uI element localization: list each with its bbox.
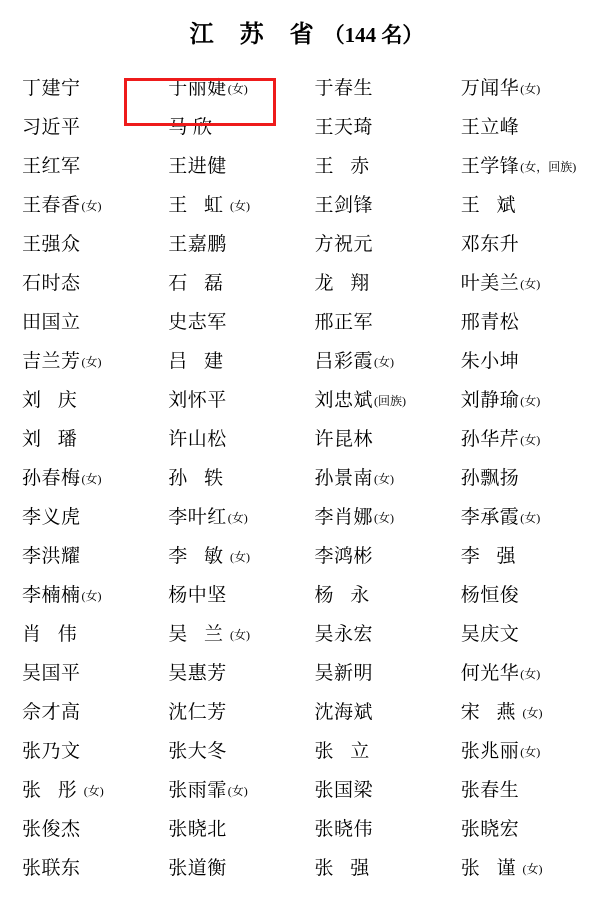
name-cell xyxy=(453,652,599,691)
name-cell xyxy=(453,808,599,847)
delegate-name: 王嘉鹏 xyxy=(168,234,227,255)
delegate-name: 丁建宁 xyxy=(22,78,81,99)
name-cell xyxy=(307,301,453,340)
name-cell xyxy=(160,496,306,535)
delegate-note: (女) xyxy=(520,82,541,96)
delegate-name: 张俊杰 xyxy=(22,819,81,840)
delegate-note: (女) xyxy=(83,784,104,798)
name-cell xyxy=(160,691,306,730)
name-cell xyxy=(160,418,306,457)
delegate-name: 许昆林 xyxy=(314,429,374,450)
delegate-note: (女) xyxy=(81,199,102,213)
delegate-name: 李 敏 xyxy=(168,546,230,567)
name-cell xyxy=(160,223,306,262)
delegate-name: 吕彩霞 xyxy=(314,351,374,372)
delegate-name: 李肖娜 xyxy=(314,507,374,528)
name-cell xyxy=(453,613,599,652)
delegate-name: 张联东 xyxy=(22,858,81,879)
delegate-note: (女) xyxy=(81,589,102,603)
name-cell xyxy=(160,301,306,340)
delegate-name: 吴新明 xyxy=(314,663,374,684)
name-cell xyxy=(160,379,306,418)
delegate-note: (女，回族) xyxy=(520,160,577,174)
name-cell xyxy=(453,691,599,730)
delegate-name: 孙春梅 xyxy=(22,468,81,489)
name-cell xyxy=(307,574,453,613)
delegate-note: (女) xyxy=(522,706,543,720)
name-cell xyxy=(160,67,306,106)
name-cell xyxy=(14,847,160,886)
delegate-name: 孙华芹 xyxy=(460,429,520,450)
delegate-name: 李鸿彬 xyxy=(314,546,374,567)
page-title xyxy=(14,0,599,67)
delegate-name: 孙 轶 xyxy=(168,468,230,489)
delegate-name: 张晓宏 xyxy=(460,819,520,840)
delegate-note: (女) xyxy=(374,355,395,369)
name-cell xyxy=(14,340,160,379)
name-cell xyxy=(160,652,306,691)
delegate-note: (女) xyxy=(374,511,395,525)
name-cell xyxy=(14,652,160,691)
name-cell xyxy=(160,613,306,652)
delegate-note: (女) xyxy=(227,511,248,525)
name-cell xyxy=(453,262,599,301)
name-cell xyxy=(453,730,599,769)
delegate-name: 刘 庆 xyxy=(22,390,83,411)
delegate-name: 田国立 xyxy=(22,312,81,333)
delegate-name: 张国梁 xyxy=(314,780,374,801)
name-cell xyxy=(307,691,453,730)
name-cell xyxy=(14,223,160,262)
name-cell xyxy=(14,730,160,769)
name-cell xyxy=(307,379,453,418)
delegate-name: 王春香 xyxy=(22,195,81,216)
name-list-grid xyxy=(14,67,599,886)
delegate-name: 李义虎 xyxy=(22,507,81,528)
delegate-name: 邢青松 xyxy=(460,312,520,333)
name-cell xyxy=(14,769,160,808)
name-cell xyxy=(160,340,306,379)
delegate-name: 于春生 xyxy=(314,78,374,99)
name-cell xyxy=(14,262,160,301)
name-cell xyxy=(453,379,599,418)
delegate-name: 刘怀平 xyxy=(168,390,227,411)
name-cell xyxy=(14,145,160,184)
delegate-name: 习近平 xyxy=(22,117,81,138)
name-cell xyxy=(14,67,160,106)
delegate-name: 王立峰 xyxy=(460,117,520,138)
name-cell xyxy=(14,691,160,730)
name-cell xyxy=(160,184,306,223)
delegate-note: (女) xyxy=(520,277,541,291)
delegate-name: 吉兰芳 xyxy=(22,351,81,372)
delegate-name: 吴庆文 xyxy=(460,624,520,645)
delegate-name: 叶美兰 xyxy=(460,273,520,294)
delegate-name: 邓东升 xyxy=(460,234,520,255)
name-cell xyxy=(453,184,599,223)
delegate-name: 张乃文 xyxy=(22,741,81,762)
delegate-name: 肖 伟 xyxy=(22,624,83,645)
delegate-name: 张雨霏 xyxy=(168,780,227,801)
name-cell xyxy=(307,652,453,691)
name-cell xyxy=(14,457,160,496)
name-cell xyxy=(307,496,453,535)
name-cell xyxy=(453,145,599,184)
name-cell xyxy=(307,106,453,145)
delegate-name: 刘静瑜 xyxy=(460,390,520,411)
delegate-name: 邢正军 xyxy=(314,312,374,333)
delegate-name: 王学锋 xyxy=(460,156,520,177)
name-cell xyxy=(160,535,306,574)
name-cell xyxy=(307,730,453,769)
delegate-name: 孙飘扬 xyxy=(460,468,520,489)
delegate-name: 孙景南 xyxy=(314,468,374,489)
delegate-note: (回族) xyxy=(374,394,407,408)
delegate-note: (女) xyxy=(520,394,541,408)
name-cell xyxy=(14,379,160,418)
delegate-name: 沈海斌 xyxy=(314,702,374,723)
delegate-name: 张兆丽 xyxy=(460,741,520,762)
name-cell xyxy=(453,301,599,340)
name-cell xyxy=(307,418,453,457)
name-cell xyxy=(14,301,160,340)
name-cell xyxy=(307,145,453,184)
delegate-name: 吴国平 xyxy=(22,663,81,684)
delegate-note: (女) xyxy=(227,82,248,96)
delegate-name: 李洪耀 xyxy=(22,546,81,567)
delegate-count: （144 名） xyxy=(323,23,424,47)
name-cell xyxy=(14,184,160,223)
name-cell xyxy=(453,418,599,457)
delegate-name: 方祝元 xyxy=(314,234,374,255)
delegate-note: (女) xyxy=(227,784,248,798)
delegate-name: 石时态 xyxy=(22,273,81,294)
delegate-name: 王天琦 xyxy=(314,117,374,138)
name-cell xyxy=(307,808,453,847)
delegate-name: 史志军 xyxy=(168,312,227,333)
delegate-name: 刘 璠 xyxy=(22,429,83,450)
delegate-name: 许山松 xyxy=(168,429,227,450)
name-cell xyxy=(307,457,453,496)
delegate-name: 吴永宏 xyxy=(314,624,374,645)
delegate-name: 王 斌 xyxy=(460,195,522,216)
name-cell xyxy=(14,496,160,535)
delegate-note: (女) xyxy=(230,199,251,213)
name-cell xyxy=(453,496,599,535)
province-title: 江 苏 省 xyxy=(189,22,324,48)
name-cell xyxy=(307,340,453,379)
delegate-name: 杨 永 xyxy=(314,585,376,606)
delegate-note: (女) xyxy=(374,472,395,486)
name-cell xyxy=(307,769,453,808)
delegate-name: 王 赤 xyxy=(314,156,376,177)
name-cell xyxy=(453,847,599,886)
delegate-name: 王红军 xyxy=(22,156,81,177)
delegate-name: 杨中坚 xyxy=(168,585,227,606)
delegate-name: 宋 燕 xyxy=(460,702,522,723)
name-cell xyxy=(14,106,160,145)
delegate-name: 杨恒俊 xyxy=(460,585,520,606)
delegate-note: (女) xyxy=(520,433,541,447)
name-cell xyxy=(14,808,160,847)
delegate-name: 吕 建 xyxy=(168,351,230,372)
name-cell xyxy=(307,223,453,262)
delegate-note: (女) xyxy=(520,667,541,681)
name-cell xyxy=(160,730,306,769)
name-cell xyxy=(160,574,306,613)
delegate-name: 张 强 xyxy=(314,858,376,879)
delegate-name: 朱小坤 xyxy=(460,351,520,372)
name-cell xyxy=(160,769,306,808)
name-cell xyxy=(14,535,160,574)
name-cell xyxy=(160,262,306,301)
delegate-note: (女) xyxy=(81,355,102,369)
delegate-name: 于丽婕 xyxy=(168,78,227,99)
delegate-name: 佘才高 xyxy=(22,702,81,723)
name-cell xyxy=(453,106,599,145)
name-cell xyxy=(160,808,306,847)
name-cell xyxy=(14,613,160,652)
delegate-name: 万闻华 xyxy=(460,78,520,99)
delegate-name: 王剑锋 xyxy=(314,195,374,216)
delegate-name: 张 谨 xyxy=(460,858,522,879)
delegate-name: 龙 翔 xyxy=(314,273,376,294)
name-cell xyxy=(14,418,160,457)
name-cell xyxy=(160,457,306,496)
delegate-name: 张道衡 xyxy=(168,858,227,879)
name-cell xyxy=(307,535,453,574)
name-cell xyxy=(453,457,599,496)
delegate-name: 王进健 xyxy=(168,156,227,177)
delegate-name: 何光华 xyxy=(460,663,520,684)
delegate-name: 张春生 xyxy=(460,780,520,801)
name-cell xyxy=(307,847,453,886)
delegate-note: (女) xyxy=(81,472,102,486)
delegate-name: 吴 兰 xyxy=(168,624,230,645)
delegate-note: (女) xyxy=(230,550,251,564)
name-cell xyxy=(307,613,453,652)
delegate-name: 王强众 xyxy=(22,234,81,255)
delegate-name: 王 虹 xyxy=(168,195,230,216)
name-cell xyxy=(307,262,453,301)
name-cell xyxy=(14,574,160,613)
name-cell xyxy=(453,769,599,808)
delegate-name: 张大冬 xyxy=(168,741,227,762)
delegate-name: 石 磊 xyxy=(168,273,230,294)
name-cell xyxy=(453,67,599,106)
delegate-name: 张 彤 xyxy=(22,780,83,801)
delegate-note: (女) xyxy=(520,745,541,759)
delegate-name: 张晓北 xyxy=(168,819,227,840)
delegate-note: (女) xyxy=(520,511,541,525)
name-cell xyxy=(307,67,453,106)
delegate-name: 沈仁芳 xyxy=(168,702,227,723)
delegate-name: 李叶红 xyxy=(168,507,227,528)
name-cell xyxy=(307,184,453,223)
name-cell xyxy=(160,145,306,184)
delegate-name: 张 立 xyxy=(314,741,376,762)
delegate-name: 李承霞 xyxy=(460,507,520,528)
name-cell xyxy=(453,340,599,379)
delegate-note: (女) xyxy=(230,628,251,642)
delegate-name: 刘忠斌 xyxy=(314,390,374,411)
delegate-note: (女) xyxy=(522,862,543,876)
name-cell xyxy=(160,106,306,145)
name-cell xyxy=(160,847,306,886)
name-cell xyxy=(453,223,599,262)
name-cell xyxy=(453,574,599,613)
delegate-name: 吴惠芳 xyxy=(168,663,227,684)
name-cell xyxy=(453,535,599,574)
delegate-name: 张晓伟 xyxy=(314,819,374,840)
delegate-name: 李 强 xyxy=(460,546,522,567)
delegate-name: 马 欣 xyxy=(168,117,213,138)
delegate-name: 李楠楠 xyxy=(22,585,81,606)
